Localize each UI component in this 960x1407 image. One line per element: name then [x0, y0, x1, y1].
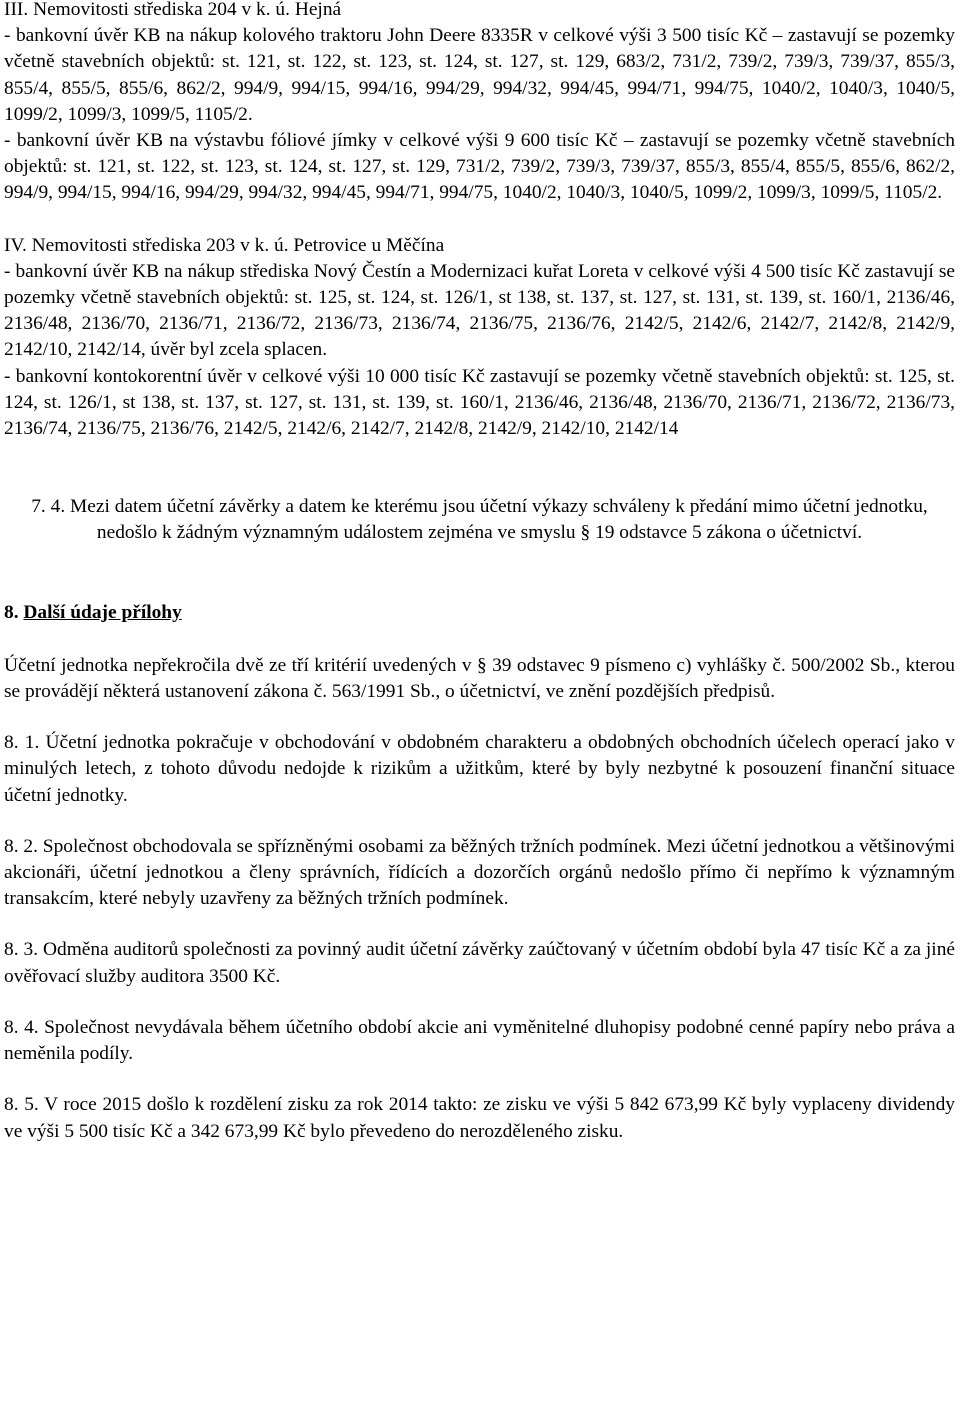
section-8-intro: Účetní jednotka nepřekročila dvě ze tří kritérií uvedených v § 39 odstavec 9 písmeno c) vyhlášky č. 500/2002 Sb., kterou se provádějí některá ustanovení zákona č. 563/1991 Sb., o účetnictví, ve znění pozdějších předpisů.: [4, 654, 955, 703]
section-3-heading: III. Nemovitosti střediska 204 v k. ú. Hejná: [4, 0, 342, 20]
paragraph-8-5: 8. 5. V roce 2015 došlo k rozdělení zisku za rok 2014 takto: ze zisku ve výši 5 842 673,99 Kč byly vyplaceny dividendy ve výši 5 500 tisíc Kč a 342 673,99 Kč bylo převedeno do nerozděleného zisku.: [4, 1094, 955, 1142]
section-4-loan-overdraft: - bankovní kontokorentní úvěr v celkové výši 10 000 tisíc Kč zastavují se pozemky včetně stavebních objektů: st. 125, st. 124, st. 126/1, st 138, st. 137, st. 127, st. 131, st. 139, st. 160/1, 2136/46, 2136/48, 2136/70, 2136/71, 2136/72, 2136/73, 2136/74, 2136/75, 2136/76, 2142/5, 2142/6, 2142/7, 2142/8, 2142/9, 2142/10, 2142/14: [4, 365, 955, 440]
section-4-loan-purchase: - bankovní úvěr KB na nákup střediska Nový Čestín a Modernizaci kuřat Loreta v celkové výši 4 500 tisíc Kč zastavují se pozemky včetně stavebních objektů: st. 125, st. 124, st. 126/1, st 138, st. 137, st. 127, st. 131, st. 139, st. 160/1, 2136/46, 2136/48, 2136/70, 2136/71, 2136/72, 2136/73, 2136/74, 2136/75, 2136/76, 2142/5, 2142/6, 2142/7, 2142/8, 2142/9, 2142/10, 2142/14, úvěr byl zcela splacen.: [4, 260, 955, 361]
paragraph-8-3: 8. 3. Odměna auditorů společnosti za povinný audit účetní závěrky zaúčtovaný v účetním období byla 47 tisíc Kč a za jiné ověřovací služby auditora 3500 Kč.: [4, 939, 955, 987]
section-8-title: Další údaje přílohy: [23, 601, 182, 623]
paragraph-8-4: 8. 4. Společnost nevydávala během účetního období akcie ani vyměnitelné dluhopisy podobné cenné papíry nebo práva a neměnila podíly.: [4, 1016, 955, 1065]
section-3-loan-tractor: - bankovní úvěr KB na nákup kolového traktoru John Deere 8335R v celkové výši 3 500 tisíc Kč – zastavují se pozemky včetně stavebních objektů: st. 121, st. 122, st. 123, st. 124, st. 127, st. 129, 683/2, 731/2, 739/2, 739/3, 739/37, 855/3, 855/4, 855/5, 855/6, 862/2, 994/9, 994/15, 994/16, 994/29, 994/32, 994/45, 994/71, 994/75, 1040/2, 1040/3, 1040/5, 1099/2, 1099/3, 1099/5, 1105/2.: [4, 25, 955, 125]
paragraph-7-4: 7. 4. Mezi datem účetní závěrky a datem ke kterému jsou účetní výkazy schváleny k předání mimo účetní jednotku, nedošlo k žádným významným událostem zejména ve smyslu § 19 odstavce 5 zákona o účetnictví.: [31, 496, 928, 544]
paragraph-8-2: 8. 2. Společnost obchodovala se spřízněnými osobami za běžných tržních podmínek. Mezi účetní jednotkou a většinovými akcionáři, účetní jednotkou a členy správních, řídících a dozorčích orgánů nedošlo přímo či nepřímo k významným transakcím, které nebyly uzavřeny za běžných tržních podmínek.: [4, 835, 955, 910]
section-8-number: 8.: [4, 601, 19, 623]
section-3-loan-foil-tank: - bankovní úvěr KB na výstavbu fóliové jímky v celkové výši 9 600 tisíc Kč – zastavují se pozemky včetně stavebních objektů: st. 121, st. 122, st. 123, st. 124, st. 127, st. 129, 731/2, 739/2, 739/3, 739/37, 855/3, 855/4, 855/5, 855/6, 862/2, 994/9, 994/15, 994/16, 994/29, 994/32, 994/45, 994/71, 994/75, 1040/2, 1040/3, 1040/5, 1099/2, 1099/3, 1099/5, 1105/2.: [4, 130, 955, 204]
section-4-heading: IV. Nemovitosti střediska 203 v k. ú. Petrovice u Měčína: [4, 234, 445, 256]
paragraph-8-1: 8. 1. Účetní jednotka pokračuje v obchodování v obdobném charakteru a obdobných obchodních účelech operací jako v minulých letech, z tohoto důvodu nedojde k rizikům a užitkům, které by byly nezbytné k posouzení finanční situace účetní jednotky.: [4, 732, 955, 806]
section-8-heading: [4, 600, 955, 626]
